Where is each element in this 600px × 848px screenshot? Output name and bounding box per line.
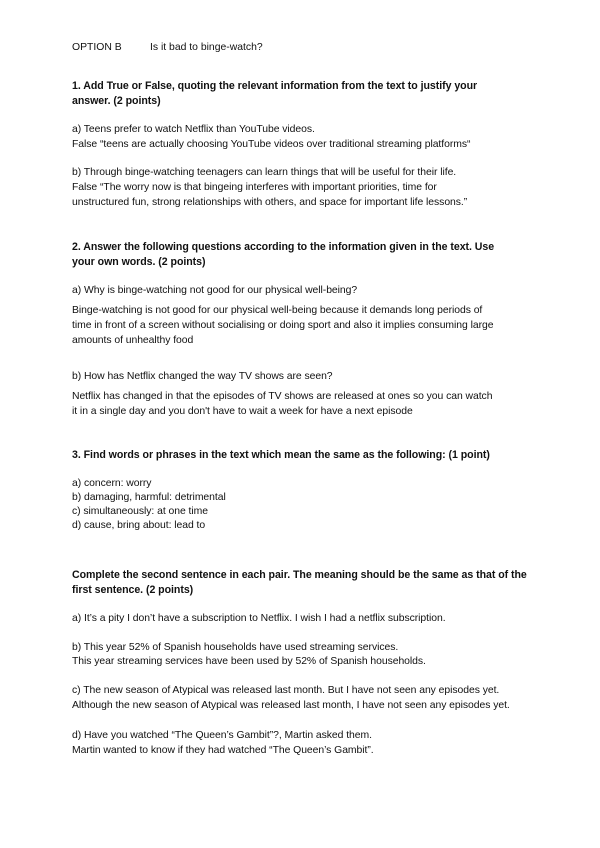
section4-heading-line2: first sentence. (2 points) bbox=[72, 584, 194, 596]
section1-heading-line1: 1. Add True or False, quoting the relevant information from the text to justify your bbox=[72, 80, 478, 92]
section4-item-b-line2: This year streaming services have been used by 52% of Spanish households. bbox=[72, 656, 426, 667]
section2-answer-b-line1: Netflix has changed in that the episodes of TV shows are released at ones so you can watch bbox=[72, 391, 493, 402]
section4-item-c-line1: c) The new season of Atypical was released last month. But I have not seen any episodes yet. bbox=[72, 685, 500, 696]
section3-item-d: d) cause, bring about: lead to bbox=[72, 520, 206, 531]
option-label: OPTION B bbox=[72, 42, 122, 53]
section1-heading-line2: answer. (2 points) bbox=[72, 95, 161, 107]
section2-answer-a-line2: time in front of a screen without socialising or doing sport and also it implies consuming large bbox=[72, 320, 494, 331]
section1-answer-b-line2: unstructured fun, strong relationships with others, and space for important life lessons.” bbox=[72, 197, 468, 208]
section4-item-b-line1: b) This year 52% of Spanish households have used streaming services. bbox=[72, 642, 399, 653]
section3-item-c: c) simultaneously: at one time bbox=[72, 506, 208, 517]
section4-item-d-line2: Martin wanted to know if they had watched “The Queen’s Gambit”. bbox=[72, 745, 374, 756]
section2-answer-a-line1: Binge-watching is not good for our physical well-being because it demands long periods of bbox=[72, 305, 483, 316]
section4-item-d-line1: d) Have you watched “The Queen’s Gambit”?, Martin asked them. bbox=[72, 730, 372, 741]
section2-heading-line1: 2. Answer the following questions according to the information given in the text. Use bbox=[72, 241, 495, 253]
section2-answer-b-line2: it in a single day and you don't have to wait a week for have a next episode bbox=[72, 406, 413, 417]
section2-answer-a-line3: amounts of unhealthy food bbox=[72, 335, 194, 346]
section2-question-a: a) Why is binge-watching not good for our physical well-being? bbox=[72, 285, 358, 296]
section4-heading-line1: Complete the second sentence in each pair. The meaning should be the same as that of the bbox=[72, 569, 527, 581]
section4-item-c-line2: Although the new season of Atypical was released last month, I have not seen any episodes yet. bbox=[72, 700, 510, 711]
section3-heading: 3. Find words or phrases in the text which mean the same as the following: (1 point) bbox=[72, 449, 490, 461]
section2-question-b: b) How has Netflix changed the way TV shows are seen? bbox=[72, 371, 333, 382]
section1-answer-a: False “teens are actually choosing YouTube videos over traditional streaming platforms“ bbox=[72, 139, 471, 150]
section1-statement-b: b) Through binge-watching teenagers can learn things that will be useful for their life. bbox=[72, 167, 457, 178]
document-title: Is it bad to binge-watch? bbox=[150, 42, 263, 53]
section4-item-a: a) It’s a pity I don’t have a subscription to Netflix. I wish I had a netflix subscription. bbox=[72, 613, 446, 624]
section1-statement-a: a) Teens prefer to watch Netflix than YouTube videos. bbox=[72, 124, 315, 135]
section2-heading-line2: your own words. (2 points) bbox=[72, 256, 206, 268]
section3-item-b: b) damaging, harmful: detrimental bbox=[72, 492, 226, 503]
section3-item-a: a) concern: worry bbox=[72, 478, 152, 489]
section1-answer-b-line1: False “The worry now is that bingeing interferes with important priorities, time for bbox=[72, 182, 437, 193]
